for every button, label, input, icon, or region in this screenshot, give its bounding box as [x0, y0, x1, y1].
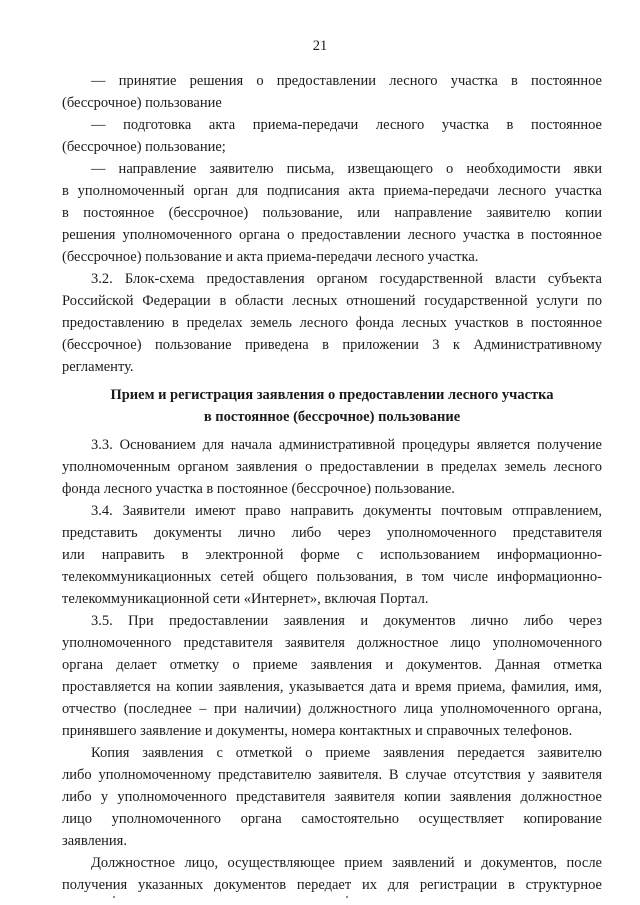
- text-line: телекоммуникационной сети «Интернет», включая Портал.: [62, 591, 429, 607]
- text-line: — направление заявителю письма, извещающего о необходимости явки: [91, 161, 602, 177]
- text-line: в уполномоченный орган для подписания акта приема-передачи лесного участка: [62, 183, 602, 199]
- text-line: Должностное лицо, осуществляющее прием заявлений и документов, после: [91, 855, 602, 871]
- text-line: 3.4. Заявители имеют право направить документы почтовым отправлением,: [91, 503, 602, 519]
- page-number: 21: [312, 38, 328, 54]
- text-line: в постоянное (бессрочное) пользование, или направление заявителю копии: [62, 205, 602, 221]
- text-line: 3.3. Основанием для начала административной процедуры является получение: [91, 437, 602, 453]
- text-line: лицо уполномоченного органа самостоятельно осуществляет копирование: [62, 811, 602, 827]
- text-line: Копия заявления с отметкой о приеме заявления передается заявителю: [91, 745, 602, 761]
- text-line: либо уполномоченному представителю заявителя. В случае отсутствия у заявителя: [62, 767, 602, 783]
- text-line: проставляется на копии заявления, указывается дата и время приема, фамилия, имя,: [62, 679, 602, 695]
- text-line: 3.5. При предоставлении заявления и документов лично либо через: [91, 613, 602, 629]
- text-line: уполномоченного представителя заявителя должностное лицо уполномоченного: [62, 635, 602, 651]
- text-line: заявления.: [62, 833, 127, 849]
- scan-speck: [113, 896, 115, 898]
- text-line: 3.2. Блок-схема предоставления органом государственной власти субъекта: [91, 271, 602, 287]
- text-line: отчество (последнее – при наличии) должностного лица уполномоченного органа,: [62, 701, 602, 717]
- text-line: получения указанных документов передает их для регистрации в структурное: [62, 877, 602, 893]
- text-line: или направить в электронной форме с использованием информационно-: [62, 547, 602, 563]
- text-line: решения уполномоченного органа о предоставлении лесного участка в постоянное: [62, 227, 602, 243]
- text-line: органа делает отметку о приеме заявления и документов. Данная отметка: [62, 657, 602, 673]
- text-line: регламенту.: [62, 359, 134, 375]
- text-line: (бессрочное) пользование приведена в приложении 3 к Административному: [62, 337, 602, 353]
- text-line: — принятие решения о предоставлении лесного участка в постоянное: [91, 73, 602, 89]
- text-line: представить документы лично либо через уполномоченного представителя: [62, 525, 602, 541]
- section-heading: в постоянное (бессрочное) пользование: [203, 409, 461, 425]
- text-line: (бессрочное) пользование и акта приема-передачи лесного участка.: [62, 249, 479, 265]
- text-line: либо у уполномоченного представителя заявителя копии заявления должностное: [62, 789, 602, 805]
- text-line: (бессрочное) пользование: [62, 95, 222, 111]
- text-line: — подготовка акта приема-передачи лесного участка в постоянное: [91, 117, 602, 133]
- text-line: принявшего заявление и документы, номера контактных и справочных телефонов.: [62, 723, 573, 739]
- text-line: (бессрочное) пользование;: [62, 139, 226, 155]
- text-line: Российской Федерации в области лесных отношений государственной услуги по: [62, 293, 602, 309]
- text-line: фонда лесного участка в постоянное (бессрочное) пользование.: [62, 481, 455, 497]
- text-line: предоставлению в пределах земель лесного фонда лесных участков в постоянное: [62, 315, 602, 331]
- section-heading: Прием и регистрация заявления о предоставлении лесного участка: [110, 387, 554, 403]
- scan-speck: [346, 896, 348, 898]
- text-line: телекоммуникационных сетей общего пользования, в том числе информационно-: [62, 569, 602, 585]
- text-line: уполномоченным органом заявления о предоставлении в пределах земель лесного: [62, 459, 602, 475]
